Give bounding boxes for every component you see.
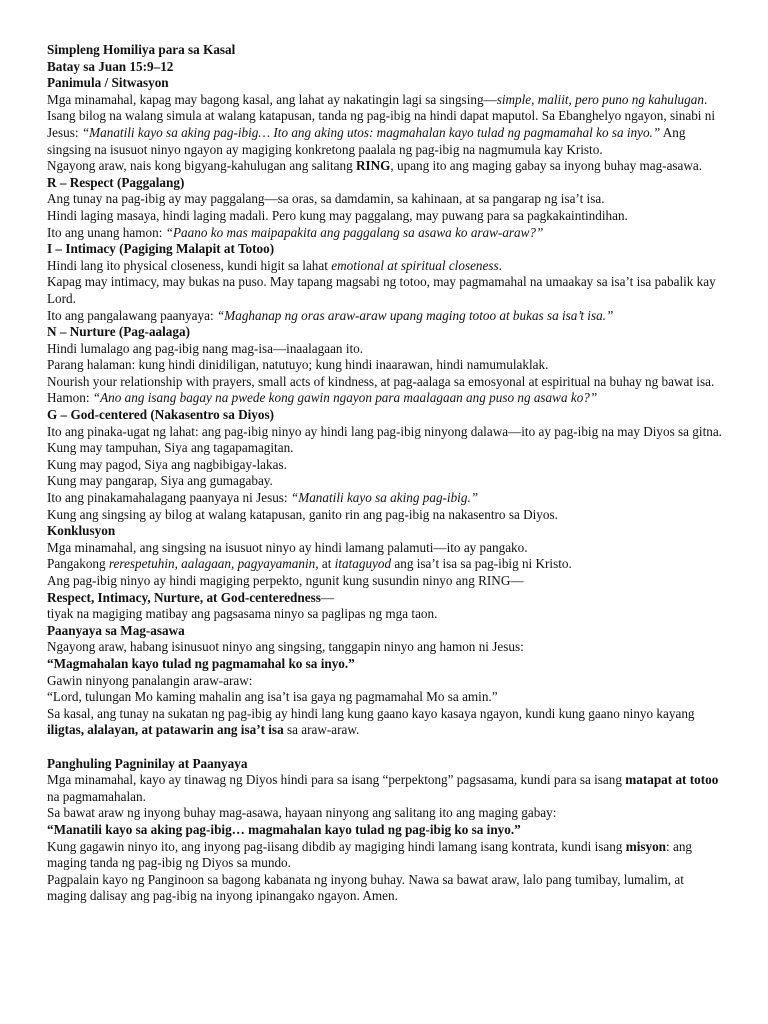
bold-text: matapat at totoo [625,772,719,788]
paragraph [47,274,723,307]
paragraph [47,158,723,175]
text-run: Mga minamahal, ang singsing na isusuot ninyo ay hindi lamang palamuti—ito ay pangako. [47,539,528,555]
text-run: Ito ang pangalawang paanyaya: [47,307,217,323]
text-run: Kung may pagod, Siya ang nagbibigay-lakas. [47,456,287,472]
text-run: Kung gagawin ninyo ito, ang inyong pag-iisang dibdib ay magiging hindi lamang isang kontrata, kundi isang [47,838,626,854]
paragraph [47,556,723,573]
text-run: Sa bawat araw ng inyong buhay mag-asawa, hayaan ninyong ang salitang ito ang maging gabay: [47,805,557,821]
section-heading [47,175,723,192]
text-run: Ang singsing na isusuot ninyo ngayon ay magiging konkretong paalala ng pag-ibig na nagmumula kay Kristo. [47,124,686,157]
text-run: Mga minamahal, kayo ay tinawag ng Diyos hindi para sa isang “perpektong” pagsasama, kundi para sa isang [47,772,626,788]
text-run: Parang halaman: kung hindi dinidiligan, natutuyo; kung hindi inaarawan, hindi namumulaklak. [47,357,549,373]
italic-text: “Maghanap ng oras araw-araw upang maging totoo at bukas sa isa’t isa.” [216,307,614,323]
bold-text: Paanyaya sa Mag-asawa [47,622,185,638]
text-run: . Isang bilog na walang simula at walang katapusan, tanda ng pag-ibig na hindi dapat maputol. Sa Ebanghelyo ngayon, sinabi ni Jesus: [47,91,716,140]
paragraph [47,656,723,673]
paragraph [47,673,723,690]
text-run: Hindi lang ito physical closeness, kundi higit sa lahat [47,257,332,273]
paragraph [47,639,723,656]
italic-text: itataguyod [334,556,392,572]
paragraph [47,92,723,158]
text-run: Mga minamahal, kapag may bagong kasal, ang lahat ay nakatingin lagi sa singsing— [47,91,497,107]
paragraph [47,457,723,474]
section-heading [47,241,723,258]
bold-text: Panghuling Pagninilay at Paanyaya [47,755,248,771]
italic-text: “Manatili kayo sa aking pag-ibig… Ito ang aking utos: magmahalan kayo tulad ng pagmamahal ko sa inyo.” [81,124,661,140]
paragraph [47,872,723,905]
bold-text: N – Nurture (Pag-aalaga) [47,324,190,340]
paragraph [47,374,723,391]
text-run: . [498,257,502,273]
text-run: Kung may pangarap, Siya ang gumagabay. [47,473,273,489]
document-body [47,75,723,905]
section-heading [47,407,723,424]
text-run: , upang ito ang maging gabay sa inyong buhay mag-asawa. [390,158,703,174]
text-run: at [318,556,335,572]
text-run: Hindi laging masaya, hindi laging madali. Pero kung may paggalang, may puwang para sa pagkakaintindihan. [47,207,628,223]
document-title: Simpleng Homiliya para sa Kasal [47,42,236,57]
text-run: Gawin ninyong panalangin araw-araw: [47,672,253,688]
paragraph [47,839,723,872]
paragraph [47,390,723,407]
section-heading [47,324,723,341]
text-run: Kung may tampuhan, Siya ang tagapamagitan. [47,440,294,456]
text-run: sa araw-araw. [283,722,360,738]
text-run: Hamon: [47,390,93,406]
paragraph [47,424,723,441]
paragraph [47,706,723,739]
italic-text: emotional at spiritual closeness [331,257,499,273]
text-run: Hindi lumalago ang pag-ibig nang mag-isa—inaalagaan ito. [47,340,364,356]
bold-text: G – God-centered (Nakasentro sa Diyos) [47,407,274,423]
italic-text: rerespetuhin, aalagaan, pagyayamanin, [108,556,319,572]
italic-text: “Ano ang isang bagay na pwede kong gawin ngayon para maalagaan ang puso ng asawa ko?” [92,390,598,406]
paragraph [47,689,723,706]
text-run: Kapag may intimacy, may bukas na puso. May tapang magsabi ng totoo, may pagmamahal na umaakay sa isa’t isa pabalik kay Lord. [47,274,716,306]
bold-text: iligtas, alalayan, at patawarin ang isa’t isa [47,722,284,738]
section-heading [47,756,723,773]
paragraph [47,573,723,590]
text-run: Kung ang singsing ay bilog at walang katapusan, ganito rin ang pag-ibig na nakasentro sa Diyos. [47,506,558,522]
text-run: Pangakong [47,556,109,572]
bold-text: “Manatili kayo sa aking pag-ibig… magmahalan kayo tulad ng pag-ibig ko sa inyo.” [47,821,521,837]
text-run: “Lord, tulungan Mo kaming mahalin ang isa’t isa gaya ng pagmamahal Mo sa amin.” [47,689,498,705]
bold-text: Konklusyon [47,523,116,539]
paragraph [47,308,723,325]
paragraph [47,473,723,490]
text-run: tiyak na magiging matibay ang pagsasama ninyo sa paglipas ng mga taon. [47,606,438,622]
document-page [47,42,723,905]
text-run: ang isa’t isa sa pag-ibig ni Kristo. [391,556,572,572]
paragraph [47,822,723,839]
bold-text: I – Intimacy (Pagiging Malapit at Totoo) [47,241,275,257]
section-heading [47,623,723,640]
text-run: Ang pag-ibig ninyo ay hindi magiging perpekto, ngunit kung susundin ninyo ang RING— [47,573,524,588]
text-run: Sa kasal, ang tunay na sukatan ng pag-ibig ay hindi lang kung gaano kayo kasaya ngayon, kundi kung gaano ninyo kayang [47,705,695,721]
paragraph [47,590,723,607]
paragraph [47,540,723,557]
paragraph [47,606,723,623]
italic-text: simple, maliit, pero puno ng kahulugan [496,91,704,107]
paragraph [47,490,723,507]
paragraph-spacer [47,739,723,756]
italic-text: “Manatili kayo sa aking pag-ibig.” [290,490,479,506]
document-subtitle: Batay sa Juan 15:9–12 [47,58,174,74]
text-run: Ito ang pinakamahalagang paanyaya ni Jesus: [47,490,291,506]
paragraph [47,191,723,208]
text-run: Ngayong araw, nais kong bigyang-kahulugan ang salitang [47,158,356,174]
text-run: Ang tunay na pag-ibig ay may paggalang—sa oras, sa damdamin, sa kahinaan, at sa pangarap ng isa’t isa. [47,191,605,207]
paragraph [47,507,723,524]
text-run: Pagpalain kayo ng Panginoon sa bagong kabanata ng inyong buhay. Nawa sa bawat araw, lalo pang tumibay, lumalim, at maging dalisay ang pag-ibig na inyong ipinangako ngayon. Amen. [47,871,684,904]
paragraph [47,805,723,822]
bold-text: Respect, Intimacy, Nurture, at God-centeredness [47,589,321,605]
text-run: — [320,589,335,605]
text-run: Ito ang unang hamon: [47,224,166,240]
paragraph [47,772,723,805]
paragraph [47,440,723,457]
bold-text: “Magmahalan kayo tulad ng pagmamahal ko sa inyo.” [47,655,355,671]
paragraph [47,258,723,275]
text-run: Ito ang pinaka-ugat ng lahat: ang pag-ibig ninyo ay hindi lang pag-ibig ninyong dalawa—ito ay pag-ibig na may Diyos sa gitna. [47,423,722,439]
text-run: Nourish your relationship with prayers, small acts of kindness, at pag-aalaga sa emosyonal at espiritual na buhay ng bawat isa. [47,373,715,389]
section-heading [47,75,723,92]
text-run: na pagmamahalan. [47,788,146,804]
section-heading [47,523,723,540]
text-run: Ngayong araw, habang isinusuot ninyo ang singsing, tanggapin ninyo ang hamon ni Jesus: [47,639,524,655]
bold-text: Panimula / Sitwasyon [47,75,169,91]
paragraph [47,225,723,242]
paragraph [47,341,723,358]
paragraph [47,357,723,374]
bold-text: misyon [625,838,667,854]
italic-text: “Paano ko mas maipapakita ang paggalang sa asawa ko araw-araw?” [165,224,544,240]
paragraph [47,208,723,225]
text-run: : ang maging tanda ng pag-ibig ng Diyos sa mundo. [47,838,693,871]
bold-text: RING [355,158,391,174]
bold-text: R – Respect (Paggalang) [47,174,185,190]
